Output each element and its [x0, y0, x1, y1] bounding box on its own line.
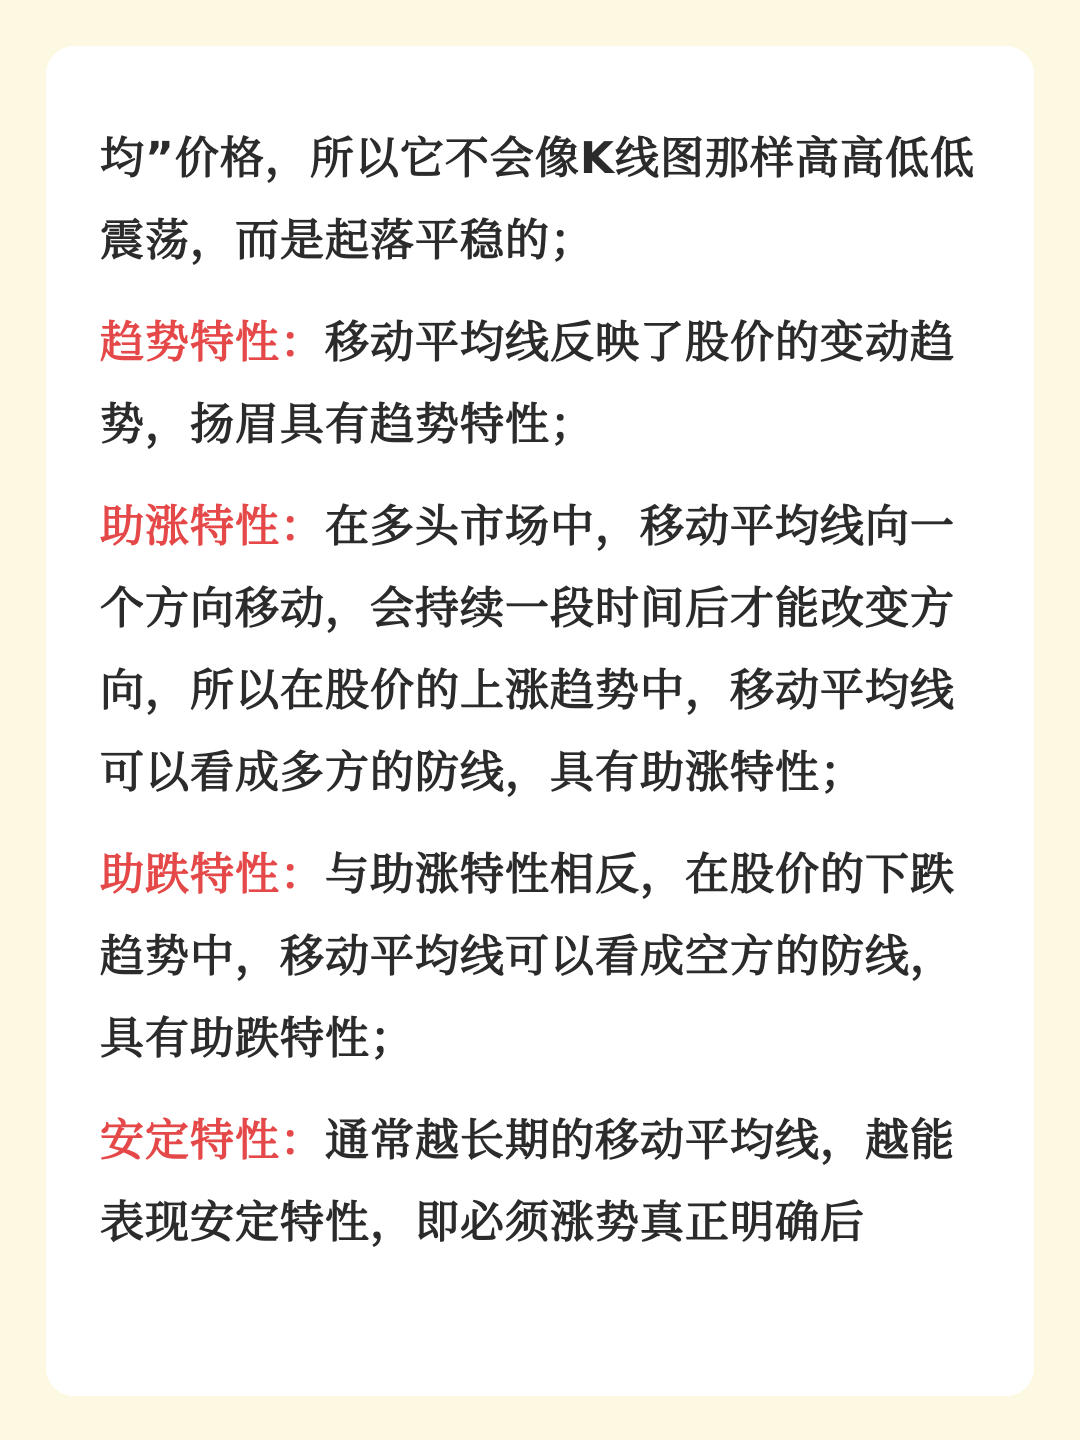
- paragraph-trend-property: [100, 302, 988, 466]
- paragraph-text: 在多头市场中，移动平均线向一个方向移动，会持续一段时间后才能改变方向，所以在股价的上涨趋势中，移动平均线可以看成多方的防线，具有助涨特性；: [100, 501, 955, 798]
- paragraph-label: 安定特性：: [100, 1115, 325, 1166]
- paragraph-stability-property: [100, 1100, 988, 1264]
- paragraph-text: 均”价格，所以它不会像K线图那样高高低低震荡，而是起落平稳的；: [100, 133, 976, 266]
- content-card: [46, 46, 1034, 1396]
- paragraph-text: 通常越长期的移动平均线，越能表现安定特性，即必须涨势真正明确后: [100, 1115, 955, 1248]
- paragraph-text: 移动平均线反映了股价的变动趋势，扬眉具有趋势特性；: [100, 317, 955, 450]
- paragraph-label: 趋势特性：: [100, 317, 325, 368]
- paragraph-label: 助涨特性：: [100, 501, 325, 552]
- paragraph-fall-support-property: [100, 834, 988, 1080]
- paragraph-intro-continuation: [100, 118, 988, 282]
- paragraph-label: 助跌特性：: [100, 849, 325, 900]
- paragraph-rise-support-property: [100, 486, 988, 814]
- paragraph-text: 与助涨特性相反，在股价的下跌趋势中，移动平均线可以看成空方的防线，具有助跌特性；: [100, 849, 955, 1064]
